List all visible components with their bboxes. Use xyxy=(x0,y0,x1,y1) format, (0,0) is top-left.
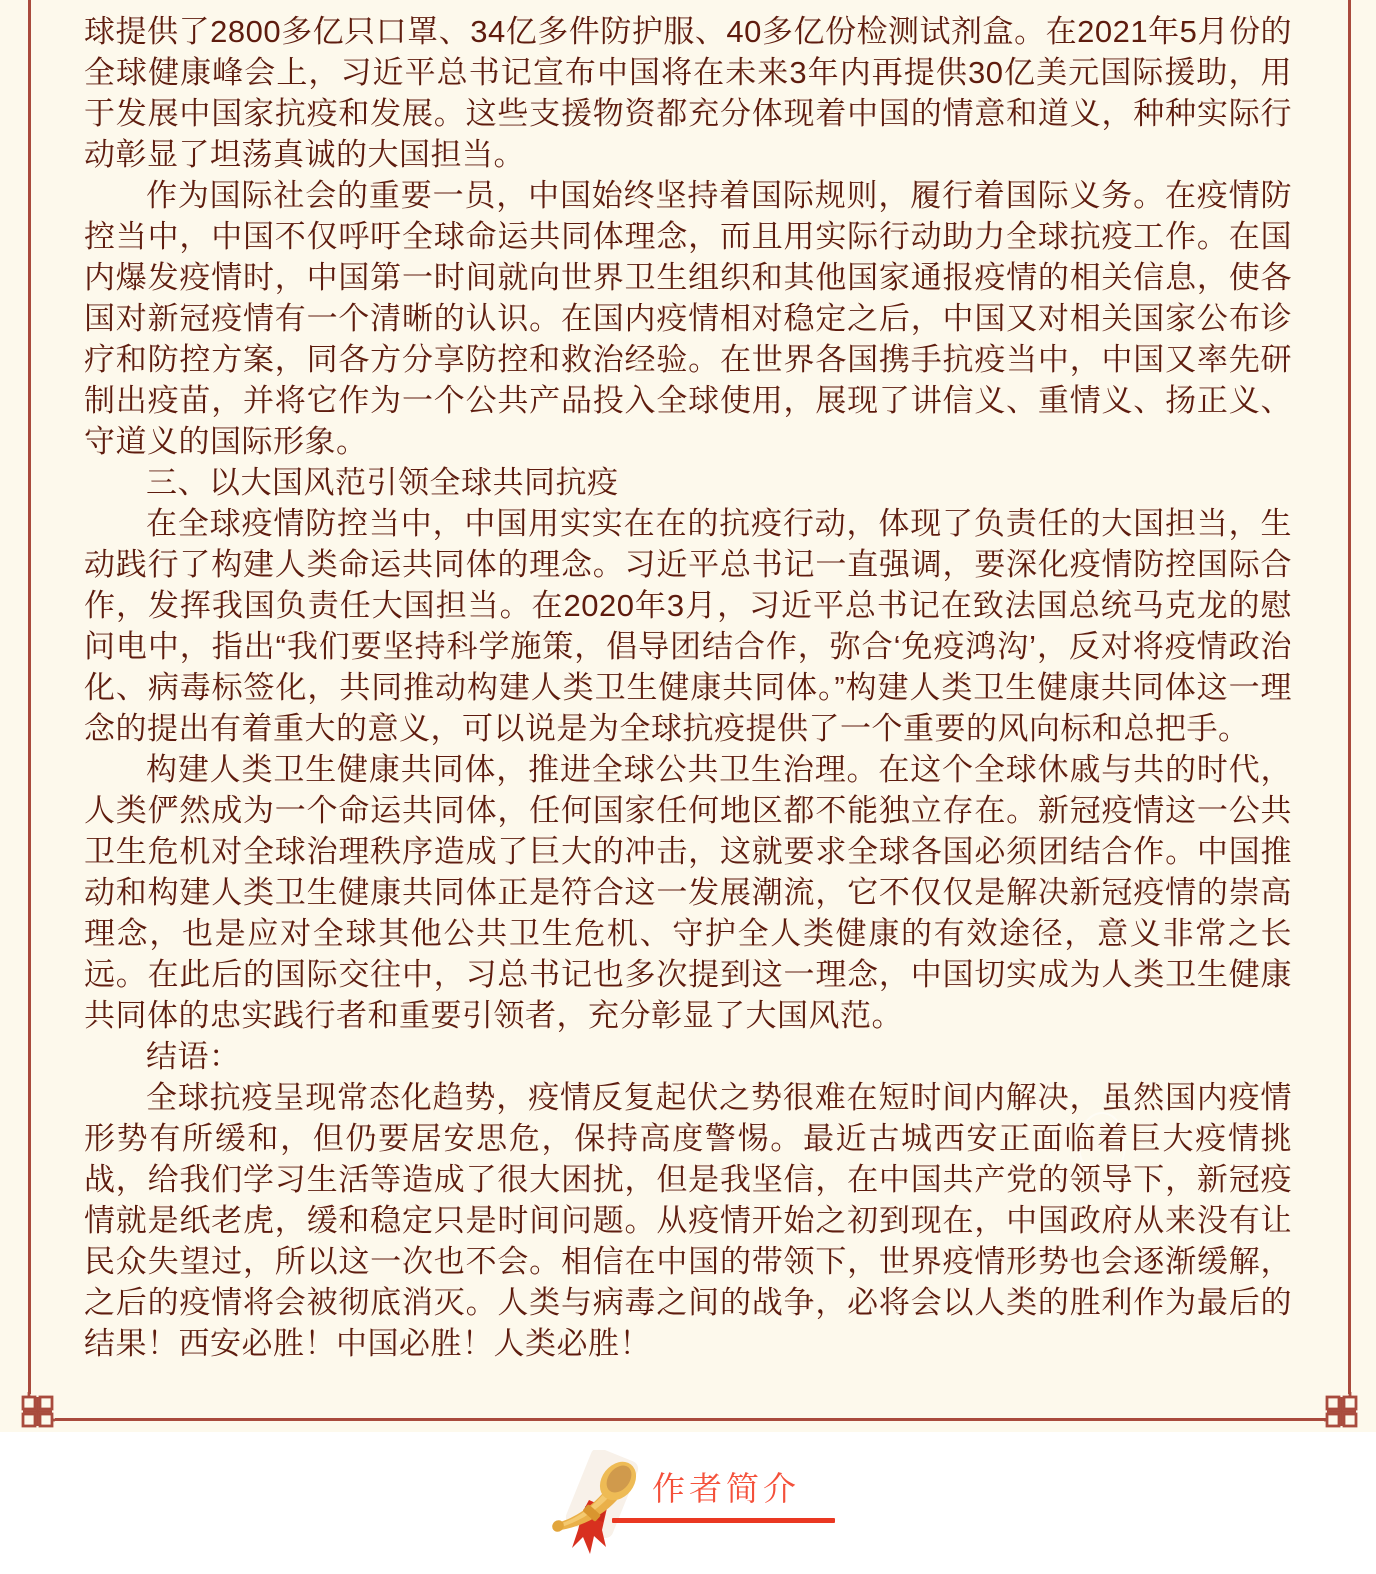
author-intro-title: 作者简介 xyxy=(652,1470,800,1507)
paragraph: 构建人类卫生健康共同体，推进全球公共卫生治理。在这个全球休戚与共的时代，人类俨然成为一个命运共同体，任何国家任何地区都不能独立存在。新冠疫情这一公共卫生危机对全球治理秩序造成了巨大的冲击，这就要求全球各国必须团结合作。中国推动和构建人类卫生健康共同体正是符合这一发展潮流，它不仅仅是解决新冠疫情的崇高理念，也是应对全球其他公共卫生危机、守护全人类健康的有效途径，意义非常之长远。在此后的国际交往中，习总书记也多次提到这一理念，中国切实成为人类卫生健康共同体的忠实践行者和重要引领者，充分彰显了大国风范。 xyxy=(84,752,1292,1033)
trumpet-icon xyxy=(545,1450,645,1560)
author-intro-underline xyxy=(612,1518,835,1523)
paragraph: 在全球疫情防控当中，中国用实实在在的抗疫行动，体现了负责任的大国担当，生动践行了构建人类命运共同体的理念。习近平总书记一直强调，要深化疫情防控国际合作，发挥我国负责任大国担当。在2020年3月，习近平总书记在致法国总统马克龙的慰问电中，指出“我们要坚持科学施策，倡导团结合作，弥合‘免疫鸿沟’，反对将疫情政治化、病毒标签化，共同推动构建人类卫生健康共同体。”构建人类卫生健康共同体这一理念的提出有着重大的意义，可以说是为全球抗疫提供了一个重要的风向标和总把手。 xyxy=(84,506,1292,746)
author-intro-section xyxy=(0,1432,1376,1574)
paragraph: 三、以大国风范引领全球共同抗疫 xyxy=(146,465,619,500)
paragraph: 作为国际社会的重要一员，中国始终坚持着国际规则，履行着国际义务。在疫情防控当中，中国不仅呼吁全球命运共同体理念，而且用实际行动助力全球抗疫工作。在国内爆发疫情时，中国第一时间就向世界卫生组织和其他国家通报疫情的相关信息，使各国对新冠疫情有一个清晰的认识。在国内疫情相对稳定之后，中国又对相关国家公布诊疗和防控方案，同各方分享防控和救治经验。在世界各国携手抗疫当中，中国又率先研制出疫苗，并将它作为一个公共产品投入全球使用，展现了讲信义、重情义、扬正义、守道义的国际形象。 xyxy=(84,178,1292,459)
paragraph: 结语： xyxy=(146,1039,241,1074)
paragraph: 全球抗疫呈现常态化趋势，疫情反复起伏之势很难在短时间内解决，虽然国内疫情形势有所缓和，但仍要居安思危，保持高度警惕。最近古城西安正面临着巨大疫情挑战，给我们学习生活等造成了很大困扰，但是我坚信，在中国共产党的领导下，新冠疫情就是纸老虎，缓和稳定只是时间问题。从疫情开始之初到现在，中国政府从来没有让民众失望过，所以这一次也不会。相信在中国的带领下，世界疫情形势也会逐渐缓解，之后的疫情将会被彻底消灭。人类与病毒之间的战争，必将会以人类的胜利作为最后的结果！西安必胜！中国必胜！人类必胜！ xyxy=(84,1080,1292,1361)
frame-corner-ornament-left-icon xyxy=(19,1392,55,1428)
author-intro-badge xyxy=(545,1450,845,1570)
paragraph: 球提供了2800多亿只口罩、34亿多件防护服、40多亿份检测试剂盒。在2021年5月份的全球健康峰会上，习近平总书记宣布中国将在未来3年内再提供30亿美元国际援助，用于发展中国家抗疫和发展。这些支援物资都充分体现着中国的情意和道义，种种实际行动彰显了坦荡真诚的大国担当。 xyxy=(84,14,1292,172)
frame-corner-ornament-right-icon xyxy=(1324,1392,1360,1428)
frame-bottom-border xyxy=(55,1418,1327,1421)
